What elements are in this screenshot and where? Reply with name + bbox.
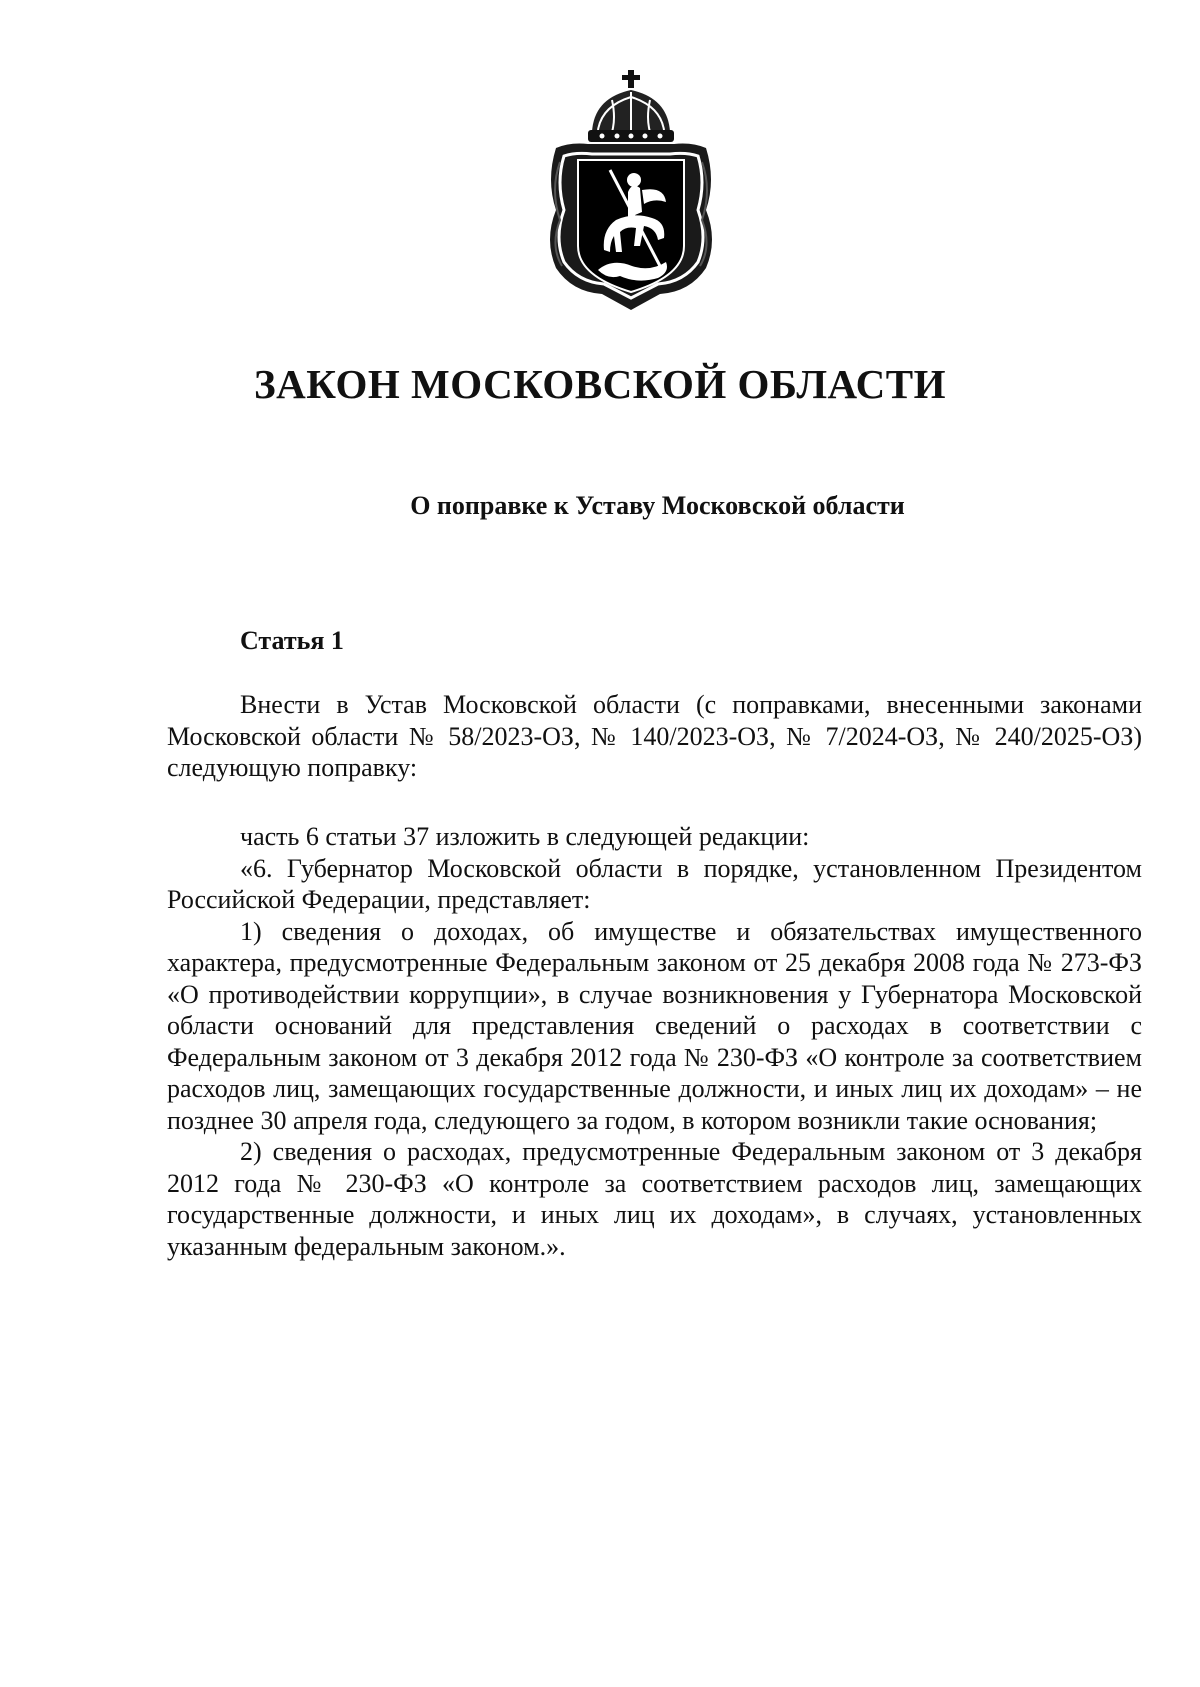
law-subtitle: О поправке к Уставу Московской области [410, 491, 905, 520]
intro-paragraph: Внести в Устав Московской области (с поправками, внесенными законами Московской области № 58/2023-ОЗ, № 140/2023-ОЗ, № 7/2024-ОЗ, № 240/2025-ОЗ) следующую поправку: [167, 690, 1142, 782]
article-heading: Статья 1 [240, 626, 344, 655]
coat-of-arms-icon [542, 70, 720, 312]
amendment-item-2: 2) сведения о расходах, предусмотренные Федеральным законом от 3 декабря 2012 года № 230-ФЗ «О контроле за соответствием расходов лиц, замещающих государственные должности, и иных лиц их доходам», в случаях, установленных указанным федеральным законом.». [167, 1137, 1142, 1261]
amendment-item-1: 1) сведения о доходах, об имуществе и обязательствах имущественного характера, предусмотренные Федеральным законом от 25 декабря 2008 года № 273-ФЗ «О противодействии коррупции», в случае возникновения у Губернатора Московской области оснований для представления сведений о расходах в соответствии с Федеральным законом от 3 декабря 2012 года № 230-ФЗ «О контроле за соответствием расходов лиц, замещающих государственные должности, и иных лиц их доходам» – не позднее 30 апреля года, следующего за годом, в котором возникли такие основания; [167, 916, 1142, 1135]
intro-section [167, 689, 1142, 784]
amendment-lead: часть 6 статьи 37 изложить в следующей редакции: [240, 822, 810, 851]
law-title: ЗАКОН МОСКОВСКОЙ ОБЛАСТИ [254, 361, 946, 407]
amendment-section [167, 821, 1142, 1262]
amendment-part6: «6. Губернатор Московской области в порядке, установленном Президентом Российской Федерации, представляет: [167, 853, 1142, 914]
